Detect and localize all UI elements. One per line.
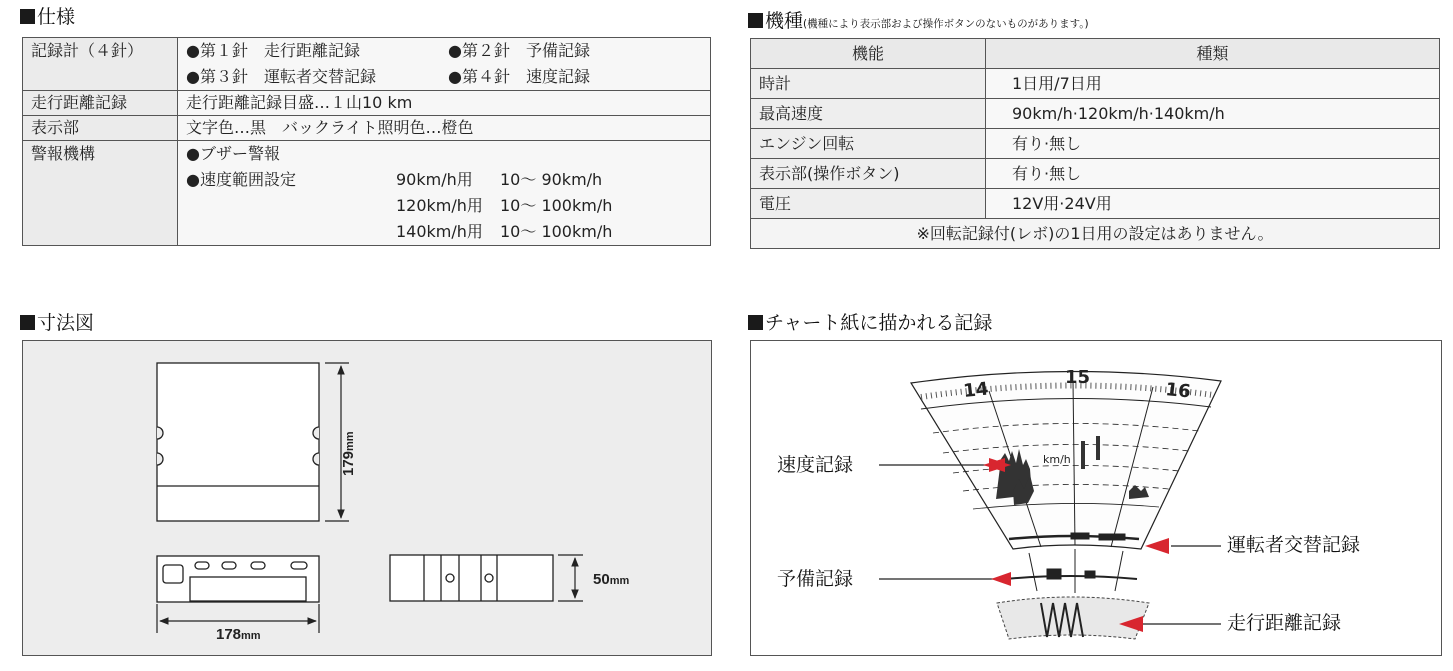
callout-spare-record: 予備記録 (777, 568, 854, 590)
dimensions-heading: 寸法図 (20, 311, 94, 335)
spec-heading: 仕様 (20, 5, 75, 29)
spec-value: ●ブザー警報 ●速度範囲設定 90km/h用 10〜 90km/h 120km/h用 10〜 100km/h 140km/h用 10〜 100km/h (178, 141, 711, 246)
chart-paper-illustration (750, 340, 1442, 656)
model-row: 最高速度 90km/h·120km/h·140km/h (751, 99, 1440, 129)
heading-square-icon (748, 315, 763, 330)
spec-row-alarm (23, 141, 711, 246)
height-label: 179mm (340, 431, 357, 476)
spec-row-recorder (23, 38, 711, 91)
scale-label-15: 15 (1065, 367, 1091, 388)
model-row: 時計 1日用/7日用 (751, 69, 1440, 99)
col-type: 種類 (986, 39, 1440, 69)
dimension-drawing (22, 340, 712, 656)
model-row: 表示部(操作ボタン) 有り·無し (751, 159, 1440, 189)
spec-value: ●第１針 走行距離記録 ●第２針 予備記録 ●第３針 運転者交替記録 ●第４針 速度記録 (178, 38, 711, 91)
callout-distance-record: 走行距離記録 (1227, 612, 1342, 634)
heading-square-icon (20, 9, 35, 24)
scale-label-16: 16 (1164, 379, 1192, 403)
spec-label: 走行距離記録 (23, 91, 178, 116)
model-row: エンジン回転 有り·無し (751, 129, 1440, 159)
model-note-row: ※回転記録付(レボ)の1日用の設定はありません。 (751, 219, 1440, 249)
model-heading-note: (機種により表示部および操作ボタンのないものがあります。) (803, 18, 1089, 30)
spec-value: 走行距離記録目盛…１山10 km (178, 91, 711, 116)
model-row: 電圧 12V用·24V用 (751, 189, 1440, 219)
distance-trace (997, 597, 1149, 639)
callout-driver-change-record: 運転者交替記録 (1227, 534, 1361, 556)
top-view (157, 556, 319, 602)
callout-speed-record: 速度記録 (777, 454, 854, 476)
chart-paper-svg (751, 341, 1441, 655)
model-header-row (751, 39, 1440, 69)
depth-dimension (558, 555, 583, 601)
spec-label: 記録計（４針） (23, 38, 178, 91)
spec-label: 警報機構 (23, 141, 178, 246)
speed-unit-label: km/h (1043, 453, 1071, 466)
depth-label: 50mm (593, 571, 630, 588)
width-label: 178mm (216, 626, 261, 643)
model-table (750, 38, 1440, 249)
spec-row-distance (23, 91, 711, 116)
chart-heading: チャート紙に描かれる記録 (748, 311, 992, 335)
spec-table (22, 37, 711, 246)
spare-trace (1005, 549, 1137, 593)
heading-square-icon (20, 315, 35, 330)
scale-label-14: 14 (962, 378, 990, 402)
front-view (157, 363, 319, 521)
dimension-svg (23, 341, 711, 655)
col-function: 機能 (751, 39, 986, 69)
heading-square-icon (748, 13, 763, 28)
model-heading: 機種(機種により表示部および操作ボタンのないものがあります。) (748, 9, 1089, 36)
spec-label: 表示部 (23, 116, 178, 141)
side-view (390, 555, 553, 601)
spec-value: 文字色…黒 バックライト照明色…橙色 (178, 116, 711, 141)
spec-row-display (23, 116, 711, 141)
